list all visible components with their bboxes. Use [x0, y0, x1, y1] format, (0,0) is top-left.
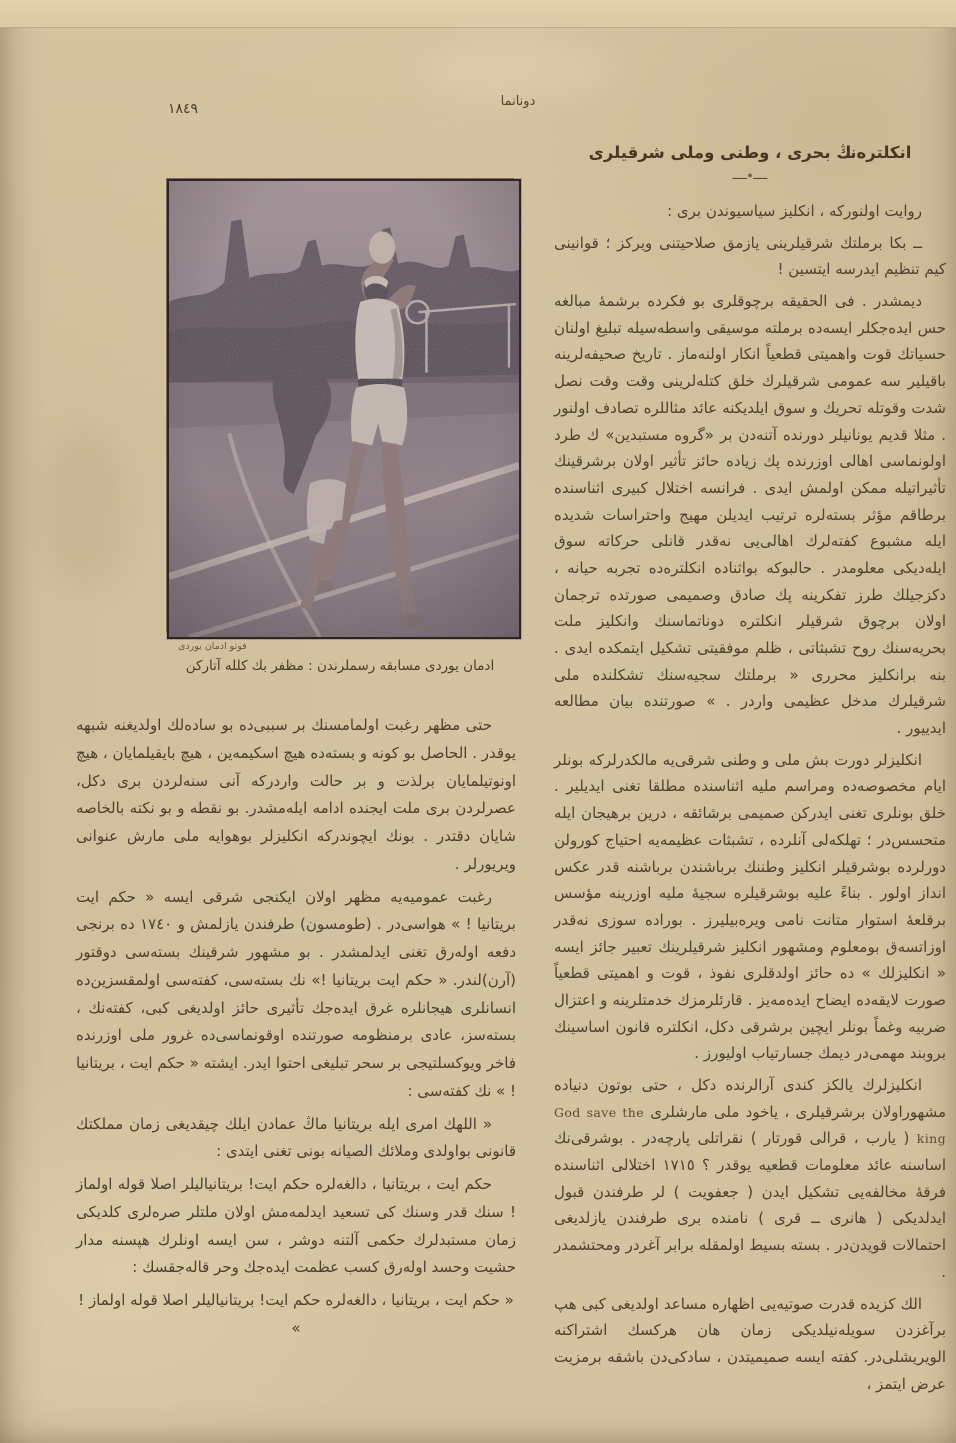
- article-column-right: [554, 143, 946, 1402]
- athletics-photo: [167, 179, 521, 639]
- text-run: انكليزلرك يالكز كندى آرالرنده دكل ، حتى بوتون دنياده مشهوراولان برشرقيلرى ، ياخود ملى مارشلرى: [554, 1076, 946, 1121]
- paragraph: انكليزلر دورت بش ملى و وطنى شرقى‌يه مالكدرلركه بونلر ايام مخصوصه‌ده ومراسم مليه اثناسنده مطلقا تغنى ايديلير . خلق بونلرى تغنى ايدركن صميمى برشائقه ، درين برهيجان ايله متحسس‌در ؛ تهلكه‌لى آنلرده ، تشبثات عظيمه‌يه احتياج كورولن دورلرده بوشرقيلر انكليز وطننك برباشندن برباشنه قدر عكس انداز اولور . بناءً عليه بوشرقيلره سجيهٔ مليه اوزرينه مؤسس برقلعهٔ استوار متانت نامى ويره‌بيليرز . بوراده سوزى نه‌قدر اوزاتسه‌ق بومعلوم ومشهور انكليز شرقيلرينك تعبير جائز ايسه « انكليزلك » ده حائز اولدقلرى نفوذ ، قوت و اهميتى قطعياً صورت لايقه‌ده ايضاح ايده‌مه‌يز . قارئلرمزك خدمتلرينه و اعتزال ضربيه وغماً بونلر ايچين برشرقى دكل، انكلتره قانون اساسينك بروبند مهمى‌در ديمك جسارتياب اوليورز .: [554, 750, 946, 1063]
- paper-stain: [420, 40, 620, 100]
- paragraph: حتى مظهر رغبت اولمامسنك بر سببى‌ده بو ساده‌لك اولديغنه شبهه يوقدر . الحاصل بو كونه و بسته‌ده هيچ اسكيمه‌ين ، هيچ بايقيلمايان ، هيچ اونوتيلمايان برلذت و بر حالت واردركه آنى سنه‌لردن برى دكل، عصرلردن برى ملت ايجنده ادامه ايله‌مشدر. بو نقطه و بو نكته بالخاصه شايان دقتدر . بونك ايچوندركه انكليزلر بوهوايه ملى مارش عنوانى ويريورلر .: [76, 716, 516, 873]
- article-column-left: [76, 712, 516, 1348]
- athlete-throw-illustration: [169, 181, 519, 637]
- photo-caption: ادمان يوردى مسابقه رسملرندن : مظفر بك كلله آتاركن: [185, 658, 495, 674]
- running-header-title: دونانما: [500, 94, 536, 109]
- paragraph: رغبت عموميه‌يه مظهر اولان ايكنجى شرقى ايسه « حكم ايت بريتانيا ! » هواسى‌در . (طومسون) طرفندن يازلمش و ١٧٤٠ ده برنجى دفعه اوله‌رق تغنى ايدلمشدر . بو مشهور شرقينك بسته‌سى دوقتور (آرن)لندر. « حكم ايت بريتانيا !» نك بسته‌سى، كفته‌سى اولمقسزين‌ده انسانلرى هيجانلره غرق ايده‌جك تأثيرى حائز اولديغى كبى، كفته‌نك ، بسته‌سز، عادى برمنظومه صورتنده اوقونماسى‌ده غرور ملى اوزرنده فاخر ويوكسلتيجى بر سحر تبليغى احتوا ايدر. ايشته « حكم ايت ، بريتانيا ! » نك كفته‌سى :: [76, 887, 516, 1100]
- photo-credit: فوتو ادمان يوردى: [178, 641, 247, 652]
- paragraph: روايت اولنوركه ، انكليز سياسيوندن برى :: [667, 202, 922, 220]
- text-run: ( يارب ، قرالى قورتار ) نقراتلى پارچه‌در . بوشرقى‌نك اساسنه عائد معلومات قطعيه يوقدر ؟ ١٧١٥ اختلالى اثناسنده فرقهٔ مخالفه‌يى تشكيل ايدن ( جعفويت ) لر طرفندن قبول ايدلديكى ( هانرى ــ قرى ) نامنده برى طرفندن يازلديغى احتمالات قويدن‌در . بسته بسيط اولمقله برابر آغردر ومحتشمدر .: [554, 1129, 946, 1281]
- paragraph-lyrics: حكم ايت ، بريتانيا ، دالغه‌لره حكم ايت! بريتانيا‌ليلر اصلا قوله اولماز ! سنك قدر وسنك كى تسعيد ايدلمه‌مش اولان ملتلر صره‌لرى كلديكى زمان مستبدلرك حكمى آلتنه دوشر ، سن ايسه اونلرك هپسنه مدار حشيت وحسد اوله‌رق كسب عظمت ايده‌جك وحر قاله‌جقسك :: [76, 1175, 516, 1277]
- paragraph-god-save-the-king: [554, 1072, 946, 1286]
- paragraph-quote: ــ بكا برملتك شرقيلرينى يازمق صلاحيتنى ويركز ؛ قوانينى كيم تنظيم ايدرسه ايتسين !: [554, 233, 946, 279]
- article-title: انكلتره‌نڭ بحرى ، وطنى وملى شرقيلرى: [588, 143, 912, 162]
- page-number: ١٨٤٩: [168, 101, 199, 117]
- paragraph-refrain: « حكم ايت ، بريتانيا ، دالغه‌لره حكم ايت! بريتانيا‌ليلر اصلا قوله اولماز ! »: [78, 1291, 514, 1337]
- scan-edge-strip: [0, 0, 956, 28]
- title-divider: ــــ٭ــــ: [732, 168, 768, 182]
- paragraph: ديمشدر . فى الحقيقه برچوقلرى بو فكرده برشمهٔ مبالغه حس ايده‌جكلر ايسه‌ده برملته موسيقى واسطه‌سيله تبليغ اولنان حسياتك قوت واهميتى قطعياً انكار اولنه‌ماز . تاريخ صحيفه‌لرينه باقيلير سه عمومى شرقيلرك خلق كتله‌لرينى وقت وقت نصل شدت وقوتله تحريك و سوق ايلديكنه عائد مثاللره تصادف اولنور . مثلا قديم يونانيلر دورنده آتنه‌دن بر «گروه مستبدين» ك طرد اولونماسى اهالى اوزرنده پك زياده حائز تأثير اولان برشرقينك تأثيراتيله ممكن اولمش ايدى . فرانسه اختلال كبيرى اثناسنده برطاقم مؤثر بسته‌لره ترتيب ايديلن مهيج واحتراسات شديده ايله مشبوع كفته‌لرك اهالى‌يى نه‌قدر قانلى حركاته سوق ايله‌ديكى معلومدر . حالبوكه بواثناده انكلتره‌ده تجربه حيانه ، دكزجيلك طرز تفكرينه پك صادق وصميمى صورتده ترجمان اولان برچوق شرقيلر انكلتره دوناتماسنك وانكليز ملت بحريه‌سنك روح تشبثاتى ، ظلم موفقيتى تشكيل ايتمكده ايدى . بنه برانكليز محررى « برملتك سجيه‌سنك تشكلنده ملى شرقيلرك مدخل عظيمى واردر . » صورتنده بيان مطالعه ايدييور .: [554, 292, 946, 738]
- paragraph-lyrics: « اللهك امرى ايله بريتانيا ماڭ عمادن ايلك چيقديغى زمان مملكتك قانونى بواولدى وملائك الصيانه بونى تغنى ايتدى :: [76, 1114, 516, 1161]
- paragraph: الك كزيده قدرت صوتيه‌يى اظهاره مساعد اولديغى كبى هپ برآغزدن سويله‌نيلديكى زمان هان هركسك اشتراكنه الويريشلى‌در. كفته ايسه صميميتدن ، سادكى‌دن باشقه برمزيت عرض ايتمز ،: [554, 1294, 946, 1393]
- latin-song-title: God save the king: [554, 1104, 946, 1147]
- paper-stain: [40, 430, 130, 590]
